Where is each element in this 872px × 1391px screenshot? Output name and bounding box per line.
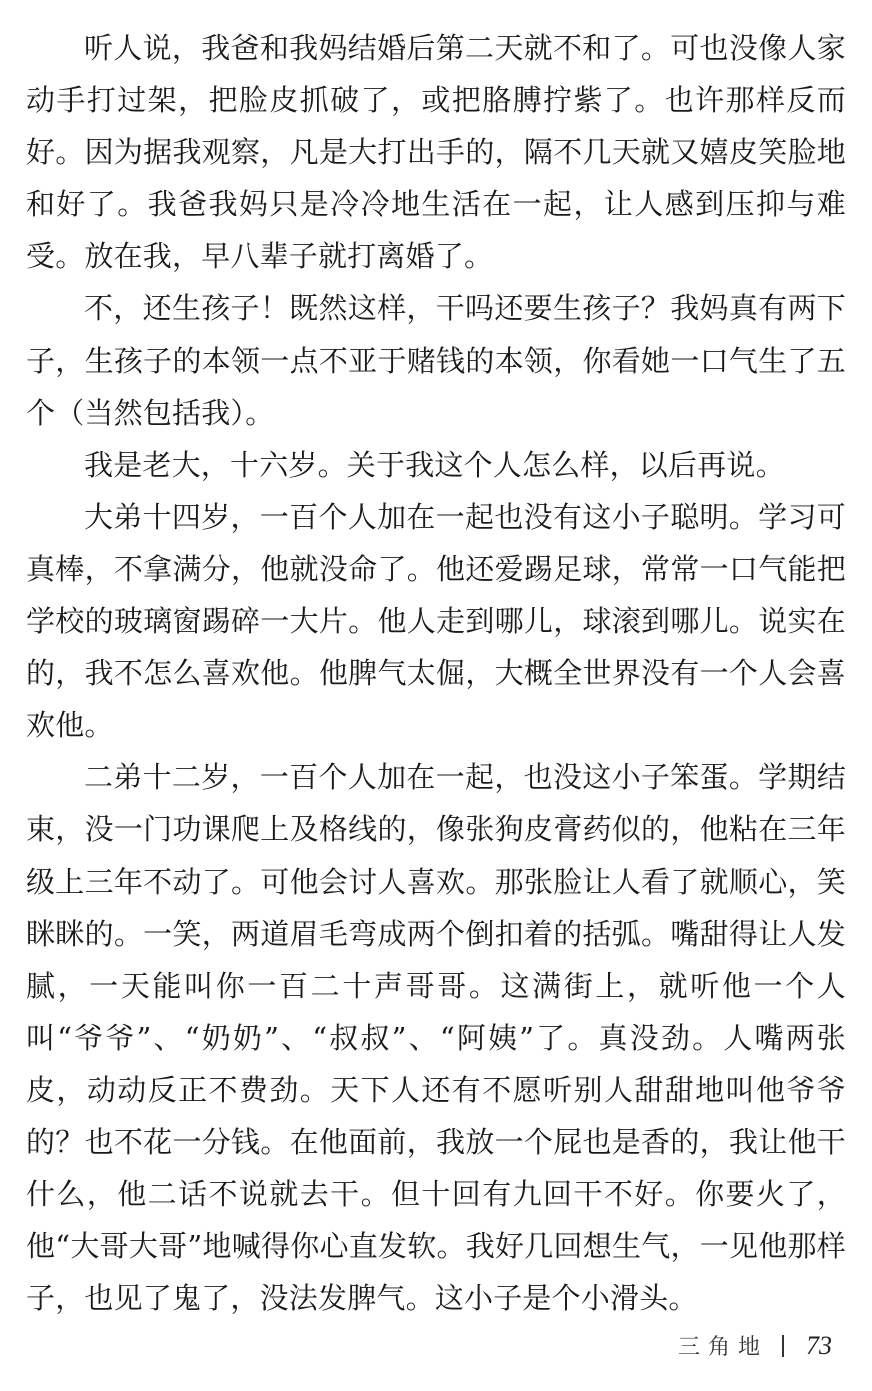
footer-divider xyxy=(782,1335,784,1357)
paragraph-2: 不，还生孩子！既然这样，干吗还要生孩子？我妈真有两下子，生孩子的本领一点不亚于赌钱的本领，你看她一口气生了五个（当然包括我）。 xyxy=(26,291,846,430)
running-title: 三角地 xyxy=(677,1335,768,1360)
page-number: 73 xyxy=(806,1330,832,1360)
paragraph-3: 我是老大，十六岁。关于我这个人怎么样，以后再说。 xyxy=(84,447,785,482)
page-footer xyxy=(678,1330,832,1361)
paragraph-4: 大弟十四岁，一百个人加在一起也没有这小子聪明。学习可真棒，不拿满分，他就没命了。他还爱踢足球，常常一口气能把学校的玻璃窗踢碎一大片。他人走到哪儿，球滚到哪儿。说实在的，我不怎么喜欢他。他脾气太倔，大概全世界没有一个人会喜欢他。 xyxy=(26,499,846,743)
paragraph-5: 二弟十二岁，一百个人加在一起，也没这小子笨蛋。学期结束，没一门功课爬上及格线的，像张狗皮膏药似的，他粘在三年级上三年不动了。可他会讨人喜欢。那张脸让人看了就顺心，笑眯眯的。一笑，两道眉毛弯成两个倒扣着的括弧。嘴甜得让人发腻，一天能叫你一百二十声哥哥。这满街上，就听他一个人叫“爷爷”、“奶奶”、“叔叔”、“阿姨”了。真没劲。人嘴两张皮，动动反正不费劲。天下人还有不愿听别人甜甜地叫他爷爷的？也不花一分钱。在他面前，我放一个屁也是香的，我让他干什么，他二话不说就去干。但十回有九回干不好。你要火了，他“大哥大哥”地喊得你心直发软。我好几回想生气，一见他那样子，也见了鬼了，没法发脾气。这小子是个小滑头。 xyxy=(26,760,846,1316)
paragraph-1: 听人说，我爸和我妈结婚后第二天就不和了。可也没像人家动手打过架，把脸皮抓破了，或把胳膊拧紫了。也许那样反而好。因为据我观察，凡是大打出手的，隔不几天就又嬉皮笑脸地和好了。我爸我妈只是冷冷地生活在一起，让人感到压抑与难受。放在我，早八辈子就打离婚了。 xyxy=(26,31,846,274)
page-body xyxy=(26,22,846,1324)
